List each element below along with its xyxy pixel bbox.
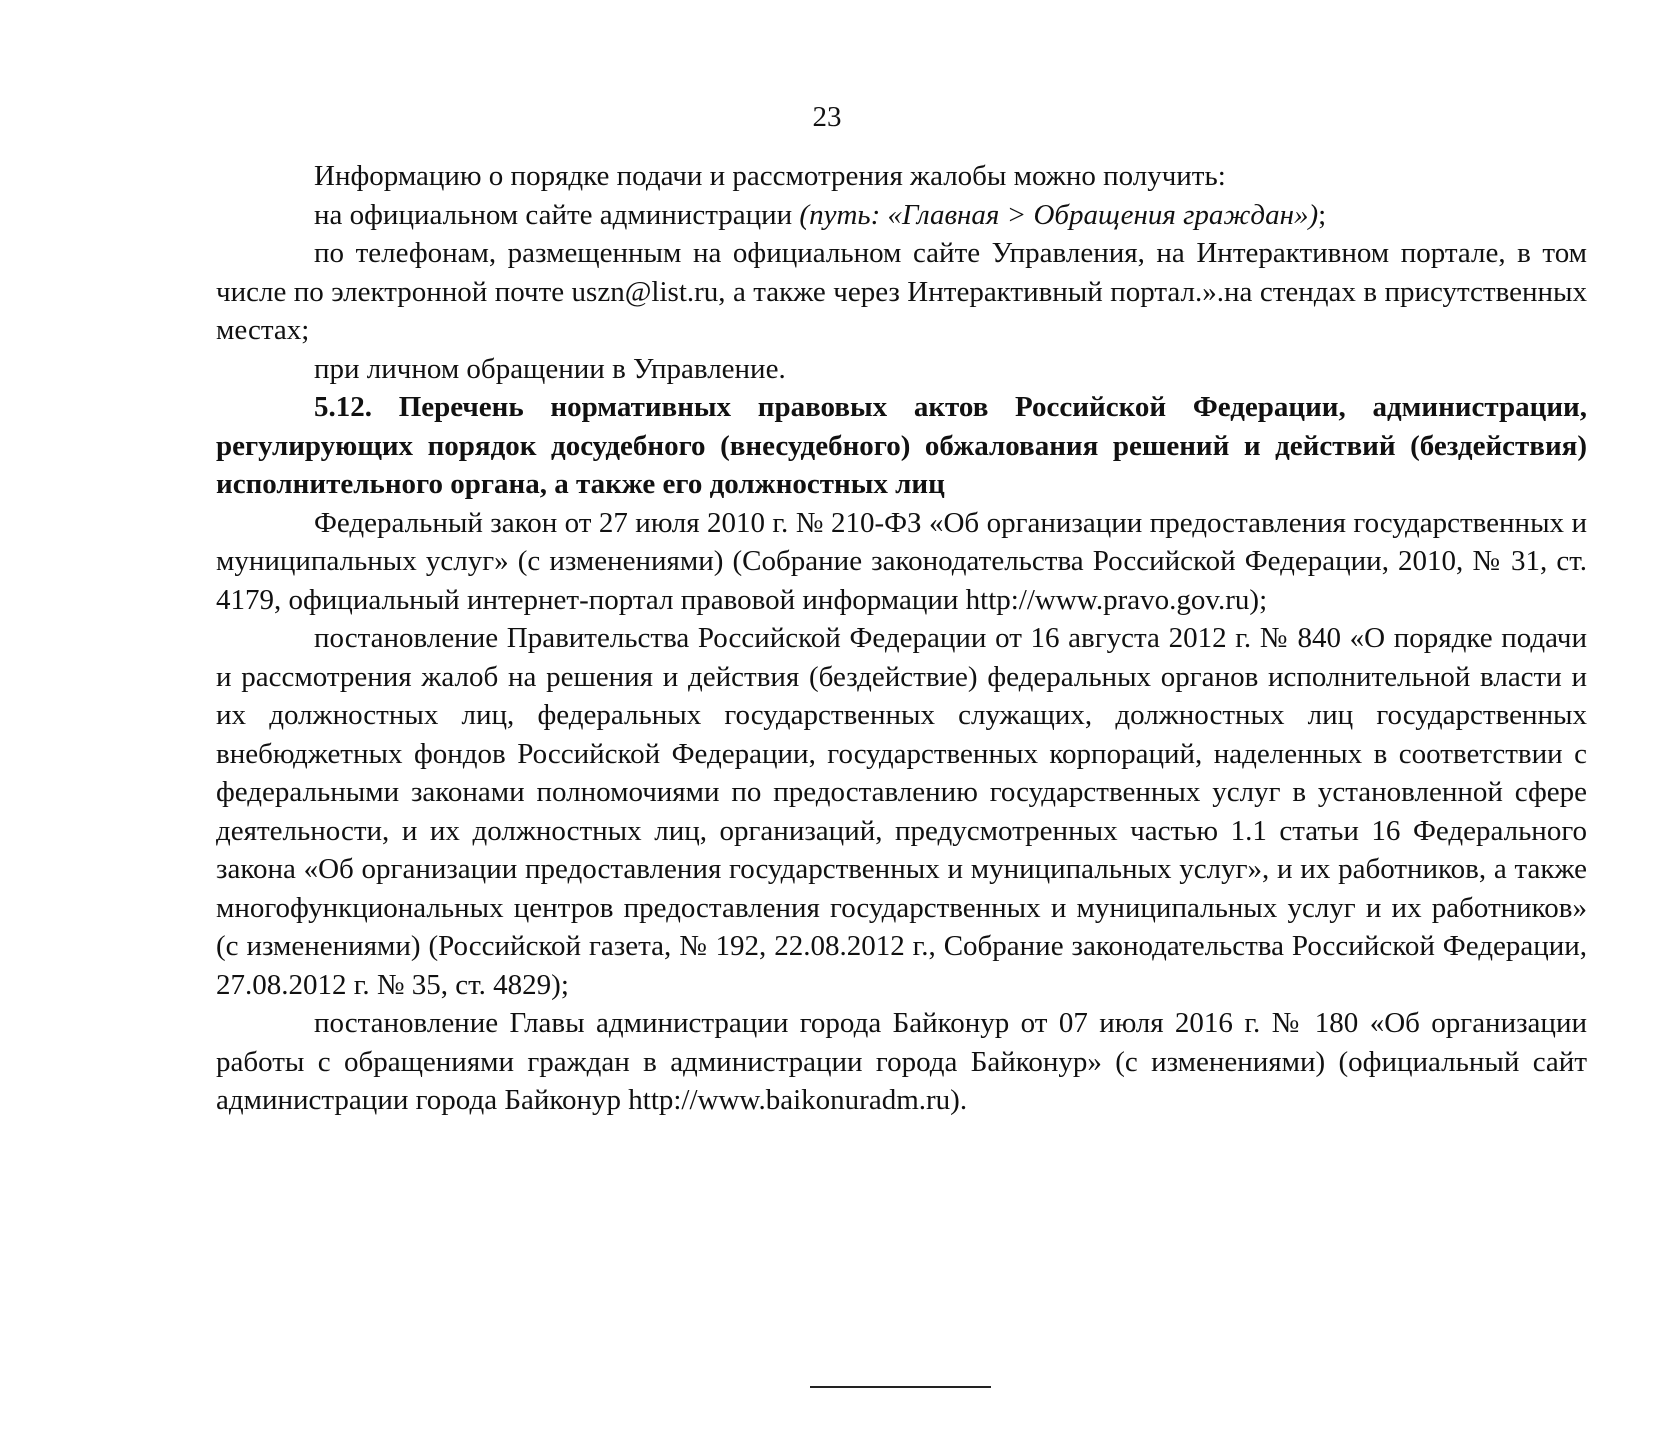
end-of-text-rule — [810, 1386, 991, 1388]
paragraph-federal-law: Федеральный закон от 27 июля 2010 г. № 210-ФЗ «Об организации предоставления государственных и муниципальных услуг» (с изменениями) (Собрание законодательства Российской Федерации, 2010, № 31, ст. 4179, официальный интернет-портал правовой информации http://www.pravo.gov.ru); — [216, 506, 1587, 616]
document-body — [216, 157, 1587, 1120]
paragraph-phones: по телефонам, размещенным на официальном сайте Управления, на Интерактивном портале, в том числе по электронной почте uszn@list.ru, а также через Интерактивный портал.».на стендах в присутственных местах; — [216, 237, 1587, 346]
official-site-end: ; — [1318, 198, 1327, 231]
official-site-path: (путь: «Главная > Обращения граждан») — [799, 198, 1319, 231]
paragraph-info-intro: Информацию о порядке подачи и рассмотрения жалобы можно получить: — [314, 160, 1226, 192]
paragraph-official-site — [216, 196, 1587, 235]
page-number: 23 — [812, 101, 842, 133]
section-heading-5-12: 5.12. Перечень нормативных правовых актов Российской Федерации, администрации, регулирующих порядок досудебного (внесудебного) обжалования решений и действий (бездействия) исполнительного органа, а также его должностных лиц — [216, 391, 1587, 500]
paragraph-personal-visit: при личном обращении в Управление. — [314, 352, 786, 385]
paragraph-government-decree: постановление Правительства Российской Федерации от 16 августа 2012 г. № 840 «О порядке подачи и рассмотрения жалоб на решения и действия (бездействие) федеральных органов исполнительной власти и их должностных лиц, федеральных государственных служащих, должностных лиц государственных внебюджетных фондов Российской Федерации, государственных корпораций, наделенных в соответствии с федеральными законами полномочиями по предоставлению государственных услуг в установленной сфере деятельности, и их должностных лиц, организаций, предусмотренных частью 1.1 статьи 16 Федерального закона «Об организации предоставления государственных и муниципальных услуг», и их работников, а также многофункциональных центров предоставления государственных и муниципальных услуг и их работников» (с изменениями) (Российской газета, № 192, 22.08.2012 г., Собрание законодательства Российской Федерации, 27.08.2012 г. № 35, ст. 4829); — [216, 622, 1587, 1001]
paragraph-baikonur-decree: постановление Главы администрации города Байконур от 07 июля 2016 г. № 180 «Об организации работы с обращениями граждан в администрации города Байконур» (с изменениями) (официальный сайт администрации города Байконур http://www.baikonuradm.ru). — [216, 1007, 1587, 1116]
official-site-text: на официальном сайте администрации — [314, 198, 800, 231]
